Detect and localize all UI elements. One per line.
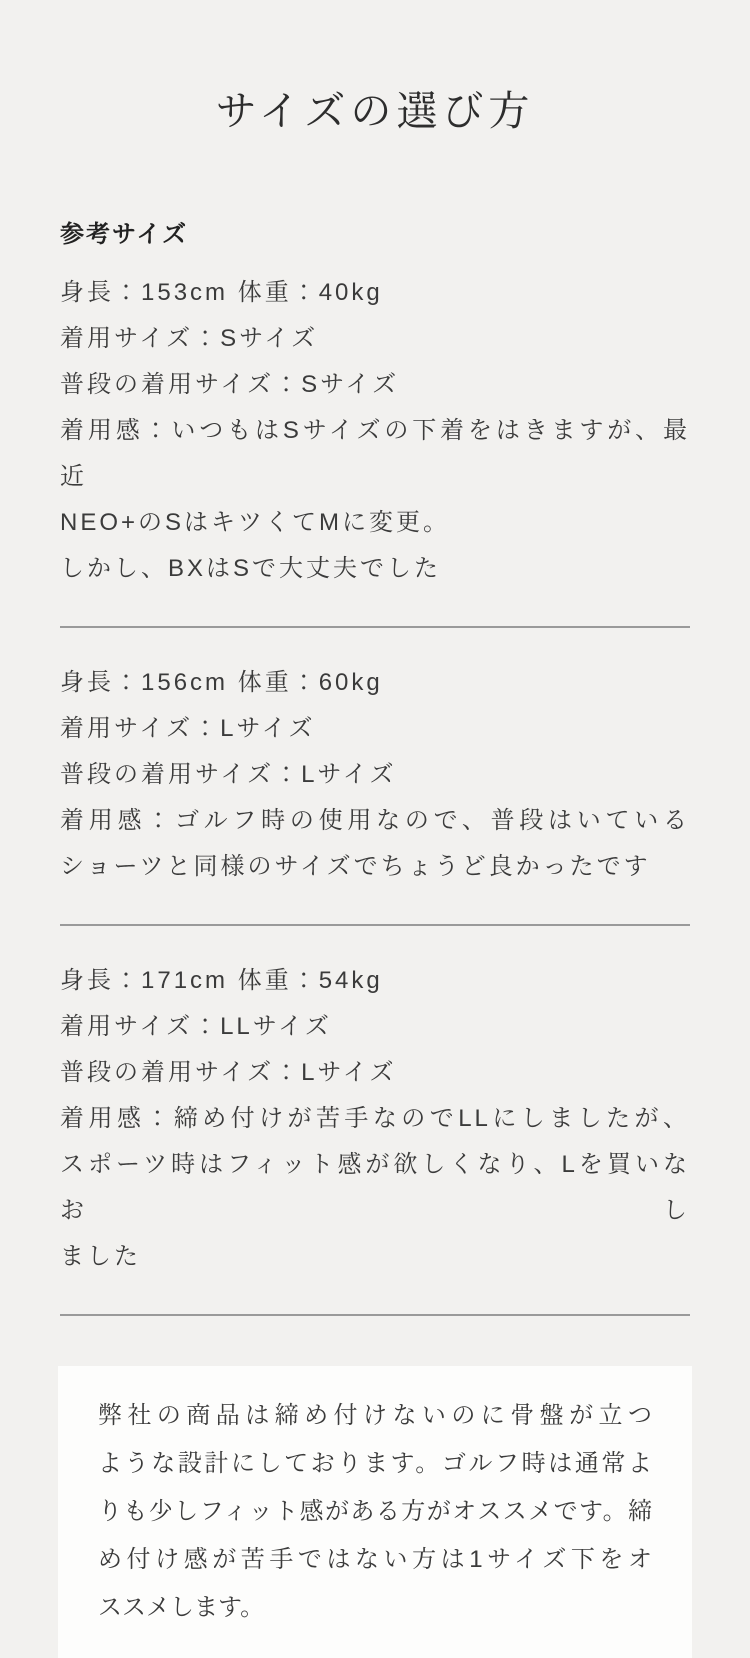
report-line-impression: ショーツと同様のサイズでちょうど良かったです	[60, 853, 651, 880]
report-line-impression: しかし、BXはSで大丈夫でした	[60, 555, 442, 582]
report-line-worn-size: 着用サイズ：Lサイズ	[60, 715, 316, 742]
advice-line: ススメします。	[98, 1594, 265, 1621]
size-report-block-3	[60, 958, 690, 1280]
divider	[60, 1314, 690, 1316]
size-report-block-2	[60, 660, 690, 890]
report-line-usual-size: 普段の着用サイズ：Lサイズ	[60, 1059, 397, 1086]
report-line-usual-size: 普段の着用サイズ：Sサイズ	[60, 371, 400, 398]
divider	[60, 924, 690, 926]
report-line-height-weight: 身長：153cm 体重：40kg	[60, 279, 383, 306]
advice-line: 弊社の商品は締め付けないのに骨盤が立つ	[98, 1402, 652, 1429]
page-title: サイズの選び方	[215, 87, 535, 135]
section-heading: 参考サイズ	[60, 221, 189, 248]
report-line-usual-size: 普段の着用サイズ：Lサイズ	[60, 761, 397, 788]
report-line-worn-size: 着用サイズ：LLサイズ	[60, 1013, 332, 1040]
report-line-impression: ました	[60, 1243, 141, 1270]
advice-line: ような設計にしております。ゴルフ時は通常よ	[98, 1450, 652, 1477]
report-line-impression: スポーツ時はフィット感が欲しくなり、Lを買いなおし	[60, 1151, 690, 1224]
report-line-worn-size: 着用サイズ：Sサイズ	[60, 325, 319, 352]
report-line-height-weight: 身長：171cm 体重：54kg	[60, 967, 383, 994]
sizing-advice-box	[58, 1366, 692, 1658]
report-line-impression: 着用感：ゴルフ時の使用なので、普段はいている	[60, 807, 690, 834]
size-report-block-1	[60, 270, 690, 592]
report-line-impression: 着用感：締め付けが苦手なのでLLにしましたが、	[60, 1105, 690, 1132]
report-line-impression: NEO+のSはキツくてMに変更。	[60, 509, 451, 536]
advice-line: め付け感が苦手ではない方は1サイズ下をオ	[98, 1546, 652, 1573]
advice-line: りも少しフィット感がある方がオススメです。締	[98, 1498, 652, 1525]
divider	[60, 626, 690, 628]
report-line-impression: 着用感：いつもはSサイズの下着をはきますが、最近	[60, 417, 690, 490]
report-line-height-weight: 身長：156cm 体重：60kg	[60, 669, 383, 696]
